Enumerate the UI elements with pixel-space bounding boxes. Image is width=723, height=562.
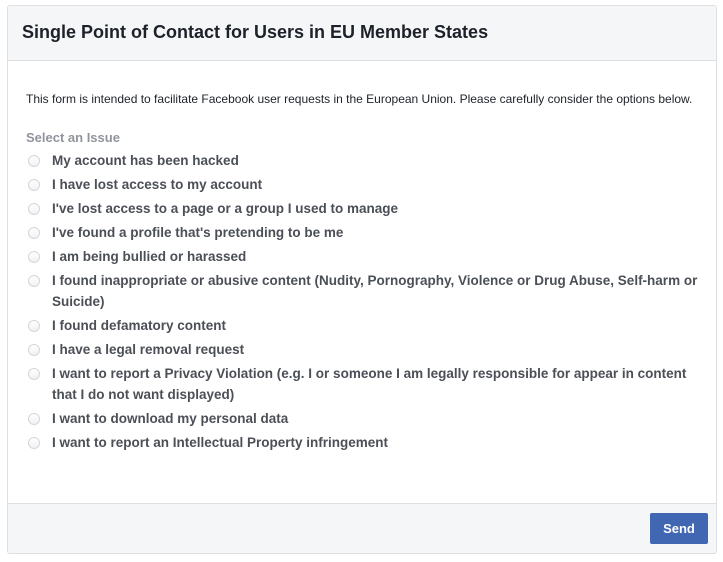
radio-button[interactable]: [28, 227, 40, 239]
radio-button[interactable]: [28, 155, 40, 167]
option-label: I want to report an Intellectual Property infringement: [52, 435, 389, 450]
radio-button[interactable]: [28, 275, 40, 287]
option-label: I am being bullied or harassed: [52, 249, 247, 264]
issue-option-inappropriate-content[interactable]: [26, 270, 698, 315]
issue-option-impersonation[interactable]: [26, 222, 698, 246]
option-label: I have lost access to my account: [52, 177, 263, 192]
radio-button[interactable]: [28, 413, 40, 425]
issue-option-bullied-harassed[interactable]: [26, 246, 698, 270]
option-label: I want to download my personal data: [52, 411, 289, 426]
radio-button[interactable]: [28, 344, 40, 356]
form-body: [8, 61, 716, 504]
issue-option-intellectual-property[interactable]: [26, 432, 698, 456]
radio-button[interactable]: [28, 368, 40, 380]
radio-button[interactable]: [28, 179, 40, 191]
issue-option-legal-removal[interactable]: [26, 339, 698, 363]
radio-button[interactable]: [28, 320, 40, 332]
issue-option-download-data[interactable]: [26, 408, 698, 432]
intro-text: This form is intended to facilitate Facebook user requests in the European Union. Please carefully consider the options below.: [26, 92, 693, 106]
issue-option-lost-account-access[interactable]: [26, 174, 698, 198]
select-issue-label: Select an Issue: [26, 130, 120, 145]
issue-option-account-hacked[interactable]: [26, 150, 698, 174]
option-label: I found defamatory content: [52, 318, 227, 333]
option-label: I found inappropriate or abusive content (Nudity, Pornography, Violence or Drug Abuse, Self-harm or Suicide): [52, 273, 698, 309]
form-footer: [8, 503, 716, 553]
form-header: [8, 6, 716, 61]
option-label: I want to report a Privacy Violation (e.g. I or someone I am legally responsible for appear in content that I do not want displayed): [52, 366, 687, 402]
contact-form-card: [7, 5, 717, 554]
option-label: I've found a profile that's pretending to be me: [52, 225, 344, 240]
radio-button[interactable]: [28, 203, 40, 215]
option-label: I've lost access to a page or a group I used to manage: [52, 201, 399, 216]
issue-option-lost-page-group-access[interactable]: [26, 198, 698, 222]
radio-button[interactable]: [28, 437, 40, 449]
issue-option-defamatory-content[interactable]: [26, 315, 698, 339]
option-label: My account has been hacked: [52, 153, 239, 168]
issue-options-list: [26, 150, 698, 456]
page-title: Single Point of Contact for Users in EU Member States: [22, 22, 489, 42]
radio-button[interactable]: [28, 251, 40, 263]
issue-option-privacy-violation[interactable]: [26, 363, 698, 408]
send-button[interactable]: Send: [650, 513, 708, 544]
option-label: I have a legal removal request: [52, 342, 245, 357]
